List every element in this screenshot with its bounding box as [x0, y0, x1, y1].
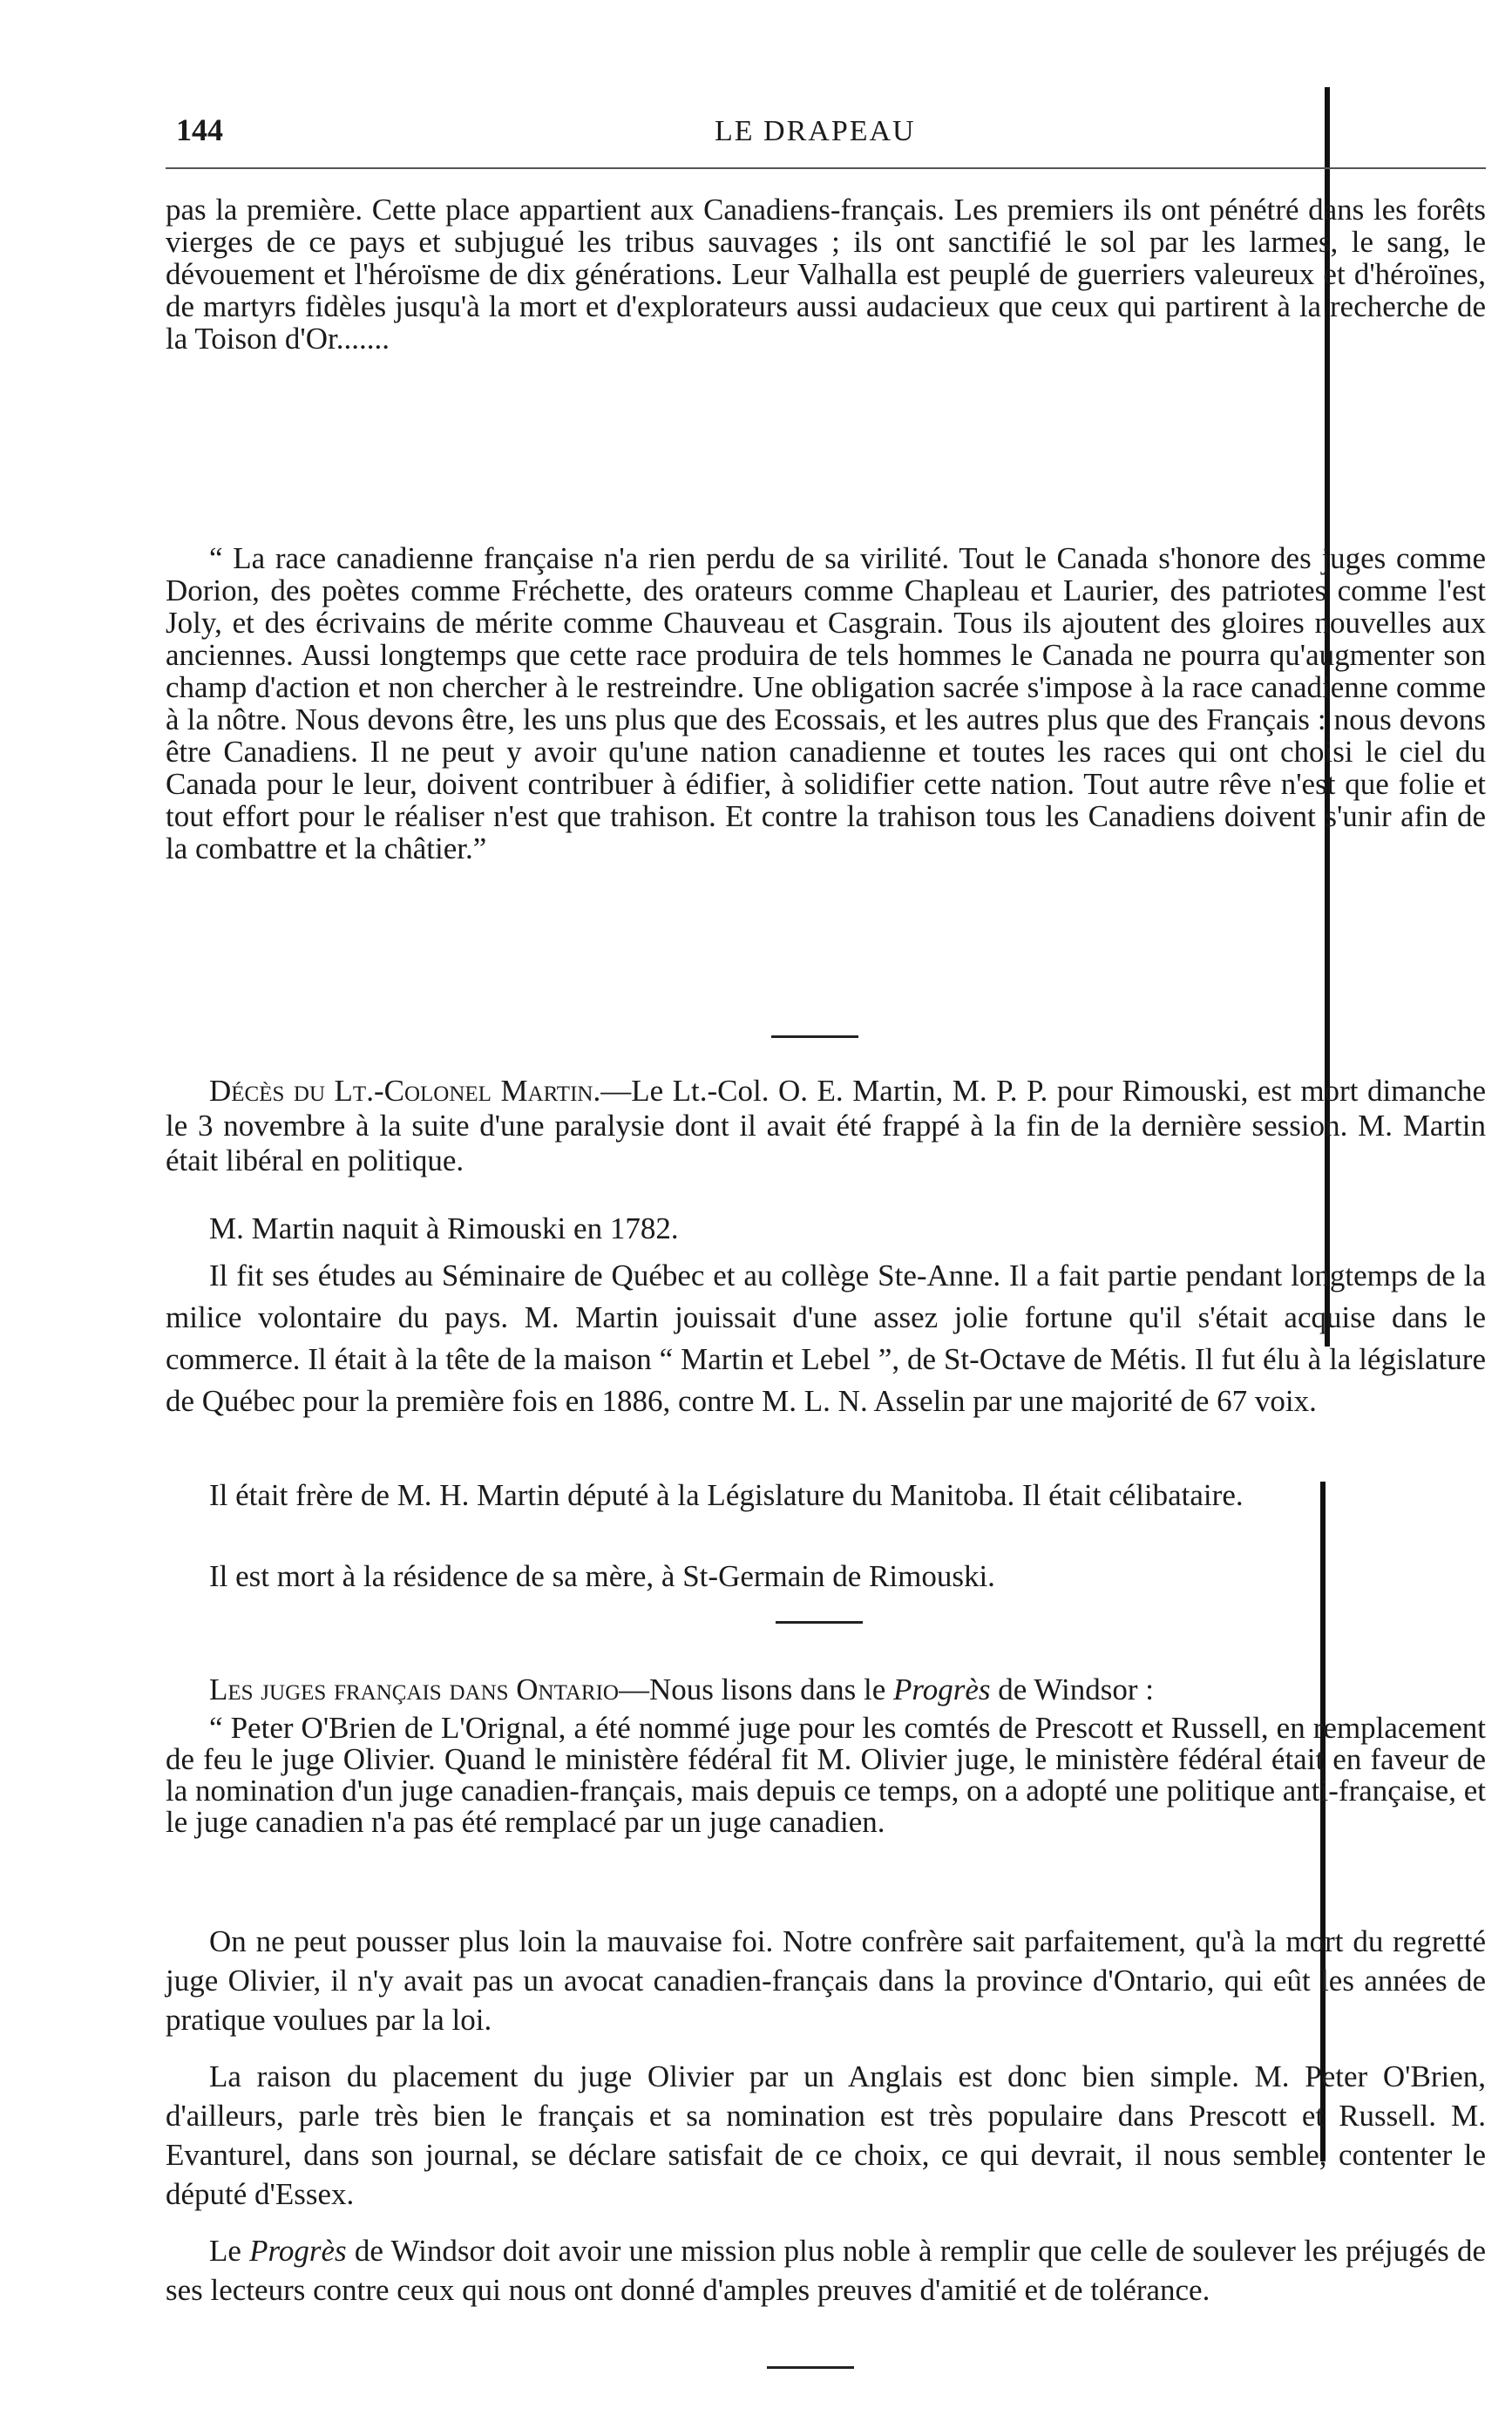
section-separator: [776, 1621, 863, 1624]
running-title: LE DRAPEAU: [715, 115, 916, 147]
book-page: [166, 105, 1486, 2371]
header-rule: [166, 167, 1486, 169]
paragraph: Il était frère de M. H. Martin député à la Législature du Manitoba. Il était célibataire.: [209, 1478, 1244, 1512]
paragraph: On ne peut pousser plus loin la mauvaise foi. Notre confrère sait parfaitement, qu'à la mort du regretté juge Olivier, il n'y avait pas un avocat canadien-français dans la province d'Ontario, qui eût les années de pratique voulues par la loi.: [166, 1924, 1486, 2037]
intro-text: de Windsor :: [990, 1672, 1154, 1706]
intro-text: —Nous lisons dans le: [619, 1672, 893, 1706]
article-intro: [166, 1673, 1486, 1706]
newspaper-title: Progrès: [249, 2234, 347, 2268]
section-heading: Les juges français dans Ontario: [209, 1672, 619, 1706]
running-header: [166, 105, 1481, 157]
quoted-paragraph: “ La race canadienne française n'a rien perdu de sa virilité. Tout le Canada s'honore des juges comme Dorion, des poètes comme Fréchette, des orateurs comme Chapleau et Laurier, des patriotes comme l'est Joly, et des écrivains de mérite comme Chauveau et Casgrain. Tous ils ajoutent des gloires nouvelles aux anciennes. Aussi longtemps que cette race produira de tels hommes le Canada ne pourra qu'augmenter son champ d'action et non chercher à le restreindre. Une obligation sacrée s'impose à la race canadienne comme à la nôtre. Nous devons être, les uns plus que des Ecossais, et les autres plus que des Français : nous devons être Canadiens. Il ne peut y avoir qu'une nation canadienne et toutes les races qui ont choisi le ciel du Canada pour le leur, doivent contribuer à édifier, à solidifier cette nation. Tout autre rêve n'est que folie et tout effort pour le réaliser n'est que trahison. Et contre la trahison tous les Canadiens doivent s'unir afin de la combattre et la châtier.”: [166, 541, 1486, 865]
section-heading: Décès du Lt.-Colonel Martin.: [209, 1074, 601, 1108]
newspaper-title: Progrès: [893, 1672, 991, 1706]
page-number: 144: [176, 112, 223, 147]
paragraph: Il est mort à la résidence de sa mère, à St-Germain de Rimouski.: [209, 1559, 995, 1593]
section-separator: [771, 1035, 858, 1038]
paragraph: La raison du placement du juge Olivier par un Anglais est donc bien simple. M. Peter O'Brien, d'ailleurs, parle très bien le français et sa nomination est très populaire dans Prescott et Russell. M. Evanturel, dans son journal, se déclare satisfait de ce choix, ce qui devrait, il nous semble, contenter le député d'Essex.: [166, 2059, 1486, 2211]
paragraph: Il fit ses études au Séminaire de Québec et au collège Ste-Anne. Il a fait partie pendant longtemps de la milice volontaire du pays. M. Martin jouissait d'une assez jolie fortune qu'il s'était acquise dans le commerce. Il était à la tête de la maison “ Martin et Lebel ”, de St-Octave de Métis. Il fut élu à la législature de Québec pour la première fois en 1886, contre M. L. N. Asselin par une majorité de 67 voix.: [166, 1258, 1486, 1418]
obituary-paragraph: [166, 1074, 1486, 1178]
paragraph-text: Le: [209, 2234, 250, 2268]
paragraph-continuation: pas la première. Cette place appartient aux Canadiens-français. Les premiers ils ont pénétré dans les forêts vierges de ce pays et subjugué les tribus sauvages ; ils ont sanctifié le sol par les larmes, le sang, le dévouement et l'héroïsme de dix générations. Leur Valhalla est peuplé de guerriers valeureux et d'héroïnes, de martyrs fidèles jusqu'à la mort et d'explorateurs aussi audacieux que ceux qui partirent à la recherche de la Toison d'Or.......: [166, 193, 1486, 356]
quoted-paragraph: “ Peter O'Brien de L'Orignal, a été nommé juge pour les comtés de Prescott et Russell, en remplacement de feu le juge Olivier. Quand le ministère fédéral fit M. Olivier juge, le ministère fédéral était en faveur de la nomination d'un juge canadien-français, mais depuis ce temps, on a adopté une politique anti-française, et le juge canadien n'a pas été remplacé par un juge canadien.: [166, 1711, 1486, 1839]
paragraph-text: de Windsor doit avoir une mission plus noble à remplir que celle de soulever les préjugés de ses lecteurs contre ceux qui nous ont donné d'amples preuves d'amitié et de tolérance.: [166, 2234, 1486, 2307]
obituary-text: —Le Lt.-Col. O. E. Martin, M. P. P. pour Rimouski, est mort dimanche le 3 novembre à la suite d'une paralysie dont il avait été frappé à la fin de la dernière session. M. Martin était libéral en politique.: [166, 1074, 1486, 1177]
paragraph: M. Martin naquit à Rimouski en 1782.: [209, 1211, 679, 1245]
paragraph: [166, 2231, 1486, 2310]
section-separator: [767, 2366, 854, 2369]
